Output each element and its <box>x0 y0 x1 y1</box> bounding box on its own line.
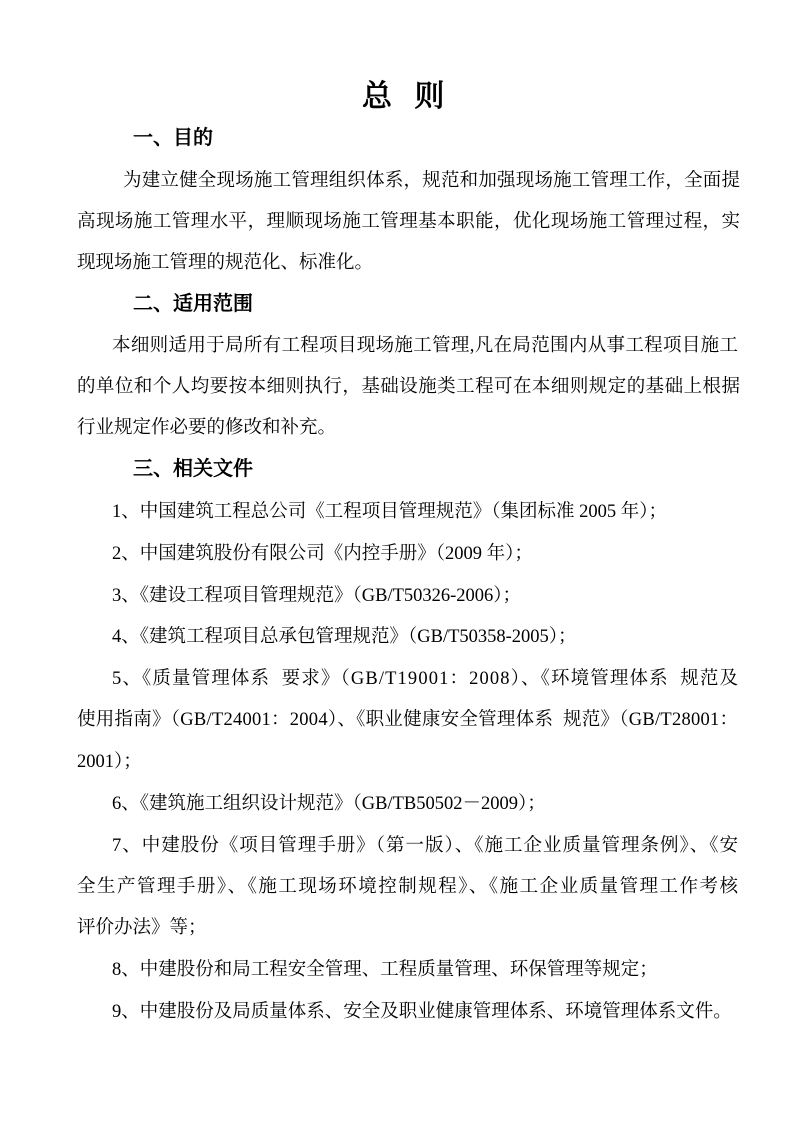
document-list-item-continuation: 2001）； <box>77 752 142 772</box>
document-list-item: 6、《建筑施工组织设计规范》（GB/TB50502－2009）； <box>112 794 546 814</box>
purpose-paragraph-line: 为建立健全现场施工管理组织体系，规范和加强现场施工管理工作，全面提 <box>123 171 741 191</box>
document-list-item: 9、中建股份及局质量体系、安全及职业健康管理体系、环境管理体系文件。 <box>112 1002 732 1022</box>
document-list-item-continuation: 全生产管理手册》、《施工现场环境控制规程》、《施工企业质量管理工作考核 <box>77 877 740 897</box>
scope-paragraph-line: 本细则适用于局所有工程项目现场施工管理,凡在局范围内从事工程项目施工 <box>112 336 739 356</box>
purpose-paragraph-line: 高现场施工管理水平，理顺现场施工管理基本职能，优化现场施工管理过程，实 <box>77 212 741 232</box>
document-list-item: 2、中国建筑股份有限公司《内控手册》（2009 年）； <box>112 544 533 564</box>
document-list-item: 3、《建设工程项目管理规范》（GB/T50326-2006）； <box>112 586 522 606</box>
document-list-item-continuation: 评价办法》等； <box>77 918 207 938</box>
section-heading-related-documents: 三、相关文件 <box>133 458 253 480</box>
document-list-item: 5、《质量管理体系 要求》（GB/T19001：2008）、《环境管理体系 规范及 <box>112 669 740 689</box>
purpose-paragraph-line: 现现场施工管理的规范化、标准化。 <box>77 253 374 273</box>
page-title: 总 则 <box>362 80 445 113</box>
document-list-item-continuation: 使用指南》（GB/T24001：2004）、《职业健康安全管理体系 规范》（GB/T28001： <box>77 710 739 730</box>
document-list-item: 4、《建筑工程项目总承包管理规范》（GB/T50358-2005）； <box>112 627 577 647</box>
scope-paragraph-line: 的单位和个人均要按本细则执行，基础设施类工程可在本细则规定的基础上根据 <box>77 377 741 397</box>
section-heading-scope: 二、适用范围 <box>133 293 253 315</box>
scope-paragraph-line: 行业规定作必要的修改和补充。 <box>77 418 337 438</box>
document-list-item: 8、中建股份和局工程安全管理、工程质量管理、环保管理等规定； <box>112 960 658 980</box>
section-heading-purpose: 一、目的 <box>133 127 213 149</box>
document-list-item: 7、中建股份《项目管理手册》（第一版）、《施工企业质量管理条例》、《安 <box>112 836 739 856</box>
document-list-item: 1、中国建筑工程总公司《工程项目管理规范》（集团标准 2005 年）； <box>112 502 668 522</box>
